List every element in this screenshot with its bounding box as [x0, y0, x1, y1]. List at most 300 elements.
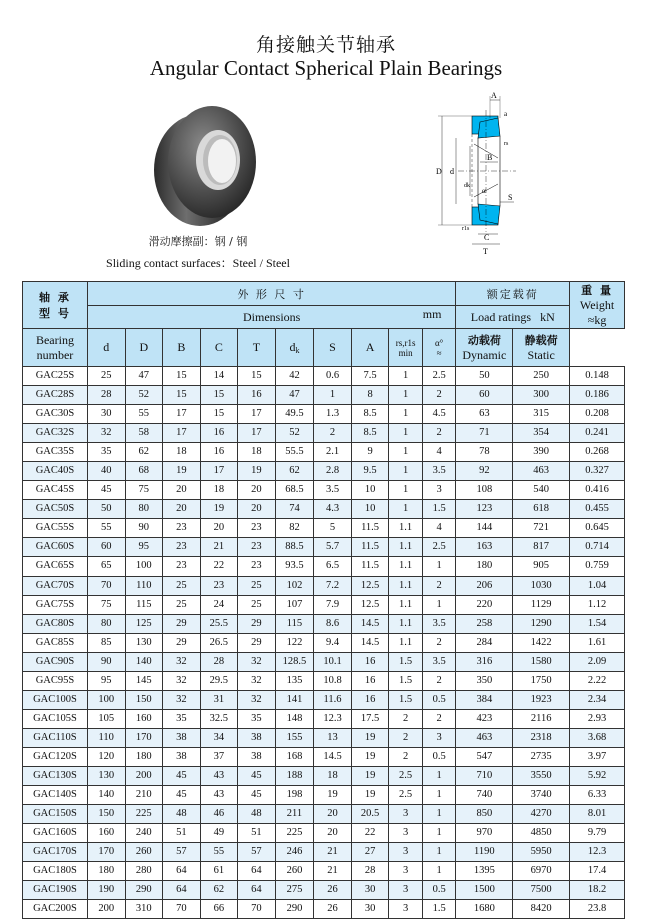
table-cell: 23	[200, 576, 238, 595]
table-cell: 29	[238, 614, 276, 633]
table-row	[23, 728, 625, 747]
table-cell: 70	[163, 900, 201, 919]
table-cell: 80	[87, 614, 125, 633]
table-cell: 16	[351, 690, 389, 709]
table-cell: 2.5	[389, 786, 422, 805]
bearing-number-cell: GAC130S	[23, 766, 88, 785]
table-cell: 1	[422, 557, 456, 576]
table-cell: 1.5	[389, 690, 422, 709]
col-dynamic: 动载荷 Dynamic	[456, 329, 513, 367]
table-cell: 463	[513, 462, 570, 481]
table-cell: 2.93	[570, 709, 625, 728]
table-row	[23, 557, 625, 576]
table-cell: 8.5	[351, 424, 389, 443]
table-cell: 38	[238, 747, 276, 766]
header-bearing-cn: 轴 承 型 号	[23, 282, 88, 329]
table-cell: 4270	[513, 805, 570, 824]
table-cell: 1.54	[570, 614, 625, 633]
bearing-spec-table	[22, 281, 625, 919]
bearing-number-cell: GAC140S	[23, 786, 88, 805]
table-cell: 140	[87, 786, 125, 805]
table-cell: 32	[163, 690, 201, 709]
table-cell: 23	[238, 519, 276, 538]
table-cell: 8	[351, 386, 389, 405]
table-cell: 22	[351, 824, 389, 843]
table-cell: 110	[87, 728, 125, 747]
table-cell: 45	[163, 786, 201, 805]
table-cell: 63	[456, 405, 513, 424]
table-cell: 4.5	[422, 405, 456, 424]
table-cell: 0.714	[570, 538, 625, 557]
table-cell: 32.5	[200, 709, 238, 728]
table-cell: 258	[456, 614, 513, 633]
table-cell: 1	[389, 462, 422, 481]
table-cell: 31	[200, 690, 238, 709]
table-cell: 1500	[456, 881, 513, 900]
table-cell: 155	[275, 728, 314, 747]
table-cell: 38	[238, 728, 276, 747]
col-d: d	[87, 329, 125, 367]
table-cell: 64	[163, 862, 201, 881]
table-cell: 190	[87, 881, 125, 900]
label-S: S	[508, 193, 513, 202]
table-cell: 2	[422, 633, 456, 652]
table-cell: 19	[351, 786, 389, 805]
table-cell: 110	[125, 576, 163, 595]
table-cell: 354	[513, 424, 570, 443]
table-cell: 15	[238, 367, 276, 386]
table-cell: 198	[275, 786, 314, 805]
table-cell: 1	[389, 367, 422, 386]
col-static: 静载荷 Static	[513, 329, 570, 367]
table-cell: 64	[163, 881, 201, 900]
label-C: C	[484, 233, 490, 242]
table-cell: 15	[163, 367, 201, 386]
table-cell: 2	[389, 709, 422, 728]
bearing-number-cell: GAC30S	[23, 405, 88, 424]
bearing-number-cell: GAC150S	[23, 805, 88, 824]
table-cell: 300	[513, 386, 570, 405]
label-a: a	[504, 110, 508, 118]
table-cell: 150	[125, 690, 163, 709]
table-row	[23, 881, 625, 900]
bearing-number-cell: GAC35S	[23, 443, 88, 462]
table-cell: 93.5	[275, 557, 314, 576]
table-cell: 0.268	[570, 443, 625, 462]
table-cell: 25	[238, 576, 276, 595]
table-cell: 105	[87, 709, 125, 728]
table-cell: 3	[389, 805, 422, 824]
table-cell: 70	[87, 576, 125, 595]
table-cell: 20	[314, 824, 352, 843]
table-cell: 52	[275, 424, 314, 443]
table-row	[23, 709, 625, 728]
col-alpha: α° ≈	[422, 329, 456, 367]
table-row	[23, 424, 625, 443]
table-cell: 6.33	[570, 786, 625, 805]
table-cell: 850	[456, 805, 513, 824]
table-cell: 19	[314, 786, 352, 805]
table-cell: 32	[163, 652, 201, 671]
table-cell: 0.241	[570, 424, 625, 443]
table-cell: 315	[513, 405, 570, 424]
table-cell: 225	[125, 805, 163, 824]
table-cell: 60	[87, 538, 125, 557]
table-cell: 1.5	[389, 652, 422, 671]
bearing-number-cell: GAC55S	[23, 519, 88, 538]
table-cell: 3	[389, 843, 422, 862]
table-cell: 0.5	[422, 747, 456, 766]
table-cell: 1	[422, 786, 456, 805]
table-cell: 64	[238, 881, 276, 900]
table-cell: 16	[200, 424, 238, 443]
table-cell: 9	[351, 443, 389, 462]
table-cell: 1.1	[389, 519, 422, 538]
table-cell: 2.5	[389, 766, 422, 785]
table-cell: 24	[200, 595, 238, 614]
table-cell: 12.5	[351, 576, 389, 595]
table-cell: 1	[422, 805, 456, 824]
bearing-number-cell: GAC85S	[23, 633, 88, 652]
table-cell: 1.61	[570, 633, 625, 652]
table-cell: 57	[238, 843, 276, 862]
table-row	[23, 500, 625, 519]
bearing-number-cell: GAC110S	[23, 728, 88, 747]
table-cell: 64	[238, 862, 276, 881]
table-cell: 3.5	[422, 614, 456, 633]
table-cell: 1580	[513, 652, 570, 671]
table-cell: 32	[163, 671, 201, 690]
bearing-number-cell: GAC105S	[23, 709, 88, 728]
table-cell: 290	[125, 881, 163, 900]
table-cell: 68.5	[275, 481, 314, 500]
bearing-number-cell: GAC75S	[23, 595, 88, 614]
bearing-number-cell: GAC32S	[23, 424, 88, 443]
header-load-cn: 额定载荷	[456, 282, 570, 306]
table-cell: 1.1	[389, 576, 422, 595]
table-cell: 15	[200, 405, 238, 424]
table-cell: 16	[238, 386, 276, 405]
table-cell: 0.327	[570, 462, 625, 481]
label-T: T	[483, 247, 488, 256]
table-cell: 26	[314, 881, 352, 900]
table-row	[23, 747, 625, 766]
table-cell: 710	[456, 766, 513, 785]
table-cell: 23	[163, 557, 201, 576]
table-cell: 2	[422, 576, 456, 595]
table-row	[23, 462, 625, 481]
table-cell: 10.1	[314, 652, 352, 671]
bearing-photo	[150, 98, 260, 228]
table-cell: 55.5	[275, 443, 314, 462]
table-cell: 28	[351, 862, 389, 881]
table-cell: 180	[87, 862, 125, 881]
table-cell: 540	[513, 481, 570, 500]
table-cell: 1.04	[570, 576, 625, 595]
table-row	[23, 633, 625, 652]
table-cell: 30	[87, 405, 125, 424]
bearing-number-cell: GAC45S	[23, 481, 88, 500]
table-cell: 20	[238, 481, 276, 500]
table-cell: 310	[125, 900, 163, 919]
table-cell: 150	[87, 805, 125, 824]
table-row	[23, 576, 625, 595]
table-cell: 71	[456, 424, 513, 443]
table-cell: 135	[275, 671, 314, 690]
table-cell: 3.5	[422, 462, 456, 481]
table-cell: 10	[351, 481, 389, 500]
table-cell: 45	[238, 766, 276, 785]
table-cell: 1030	[513, 576, 570, 595]
table-cell: 1.12	[570, 595, 625, 614]
table-cell: 0.645	[570, 519, 625, 538]
table-cell: 3	[422, 481, 456, 500]
table-cell: 35	[238, 709, 276, 728]
table-cell: 18	[200, 481, 238, 500]
table-cell: 10	[351, 500, 389, 519]
table-cell: 125	[125, 614, 163, 633]
table-cell: 3.5	[422, 652, 456, 671]
table-row	[23, 824, 625, 843]
table-cell: 2.5	[422, 538, 456, 557]
table-cell: 16	[351, 671, 389, 690]
table-cell: 19	[238, 462, 276, 481]
table-cell: 50	[87, 500, 125, 519]
table-cell: 3550	[513, 766, 570, 785]
table-cell: 7.5	[351, 367, 389, 386]
table-cell: 970	[456, 824, 513, 843]
table-cell: 19	[351, 766, 389, 785]
table-cell: 34	[200, 728, 238, 747]
table-cell: 1	[422, 595, 456, 614]
table-cell: 1.1	[389, 538, 422, 557]
table-cell: 1	[422, 824, 456, 843]
table-cell: 20	[163, 500, 201, 519]
table-cell: 2.22	[570, 671, 625, 690]
table-cell: 48	[163, 805, 201, 824]
table-cell: 17	[238, 424, 276, 443]
table-cell: 284	[456, 633, 513, 652]
table-cell: 0.455	[570, 500, 625, 519]
table-cell: 2.34	[570, 690, 625, 709]
table-row	[23, 367, 625, 386]
label-dk: dk	[464, 183, 470, 189]
table-cell: 75	[87, 595, 125, 614]
cross-section-drawing	[428, 92, 528, 270]
table-cell: 12.3	[314, 709, 352, 728]
table-cell: 9.4	[314, 633, 352, 652]
table-cell: 100	[87, 690, 125, 709]
bearing-number-cell: GAC200S	[23, 900, 88, 919]
table-cell: 102	[275, 576, 314, 595]
title-chinese: 角接触关节轴承	[255, 34, 396, 56]
table-cell: 22	[200, 557, 238, 576]
table-cell: 25.5	[200, 614, 238, 633]
table-cell: 43	[200, 766, 238, 785]
label-A: A	[491, 92, 497, 100]
table-cell: 29.5	[200, 671, 238, 690]
table-cell: 7.9	[314, 595, 352, 614]
table-cell: 1395	[456, 862, 513, 881]
table-cell: 27	[351, 843, 389, 862]
table-cell: 20	[238, 500, 276, 519]
table-cell: 100	[125, 557, 163, 576]
table-cell: 14.5	[351, 614, 389, 633]
table-cell: 350	[456, 671, 513, 690]
table-cell: 95	[87, 671, 125, 690]
table-cell: 2318	[513, 728, 570, 747]
table-cell: 25	[238, 595, 276, 614]
table-cell: 19	[163, 462, 201, 481]
bearing-number-cell: GAC160S	[23, 824, 88, 843]
table-cell: 2	[422, 386, 456, 405]
table-cell: 5	[314, 519, 352, 538]
table-cell: 90	[125, 519, 163, 538]
table-cell: 43	[200, 786, 238, 805]
table-cell: 141	[275, 690, 314, 709]
table-row	[23, 766, 625, 785]
header-dims-cn: 外 形 尺 寸	[87, 282, 455, 306]
table-cell: 3	[389, 824, 422, 843]
label-alpha: α	[482, 187, 486, 195]
table-cell: 2735	[513, 747, 570, 766]
table-cell: 200	[87, 900, 125, 919]
table-cell: 4	[422, 519, 456, 538]
table-cell: 2	[389, 747, 422, 766]
table-cell: 47	[275, 386, 314, 405]
table-cell: 70	[238, 900, 276, 919]
table-cell: 2	[422, 424, 456, 443]
table-cell: 35	[163, 709, 201, 728]
spec-table-body	[23, 367, 625, 919]
table-cell: 7500	[513, 881, 570, 900]
table-cell: 11.5	[351, 557, 389, 576]
table-cell: 2.09	[570, 652, 625, 671]
table-cell: 200	[125, 766, 163, 785]
table-cell: 1	[314, 386, 352, 405]
table-cell: 188	[275, 766, 314, 785]
table-cell: 42	[275, 367, 314, 386]
table-cell: 145	[125, 671, 163, 690]
table-cell: 180	[456, 557, 513, 576]
header-load-en: Load ratings kN	[456, 306, 570, 329]
bearing-number-cell: GAC28S	[23, 386, 88, 405]
table-cell: 78	[456, 443, 513, 462]
table-cell: 128.5	[275, 652, 314, 671]
table-cell: 61	[200, 862, 238, 881]
table-cell: 11.6	[314, 690, 352, 709]
table-cell: 115	[125, 595, 163, 614]
table-cell: 2	[314, 424, 352, 443]
table-cell: 1	[422, 843, 456, 862]
table-cell: 1750	[513, 671, 570, 690]
table-cell: 3	[389, 900, 422, 919]
table-cell: 390	[513, 443, 570, 462]
table-cell: 51	[238, 824, 276, 843]
table-cell: 10.8	[314, 671, 352, 690]
table-cell: 11.5	[351, 519, 389, 538]
table-cell: 2.8	[314, 462, 352, 481]
table-cell: 0.186	[570, 386, 625, 405]
table-cell: 49	[200, 824, 238, 843]
table-cell: 40	[87, 462, 125, 481]
table-cell: 2	[422, 671, 456, 690]
table-cell: 3.68	[570, 728, 625, 747]
table-cell: 1	[389, 481, 422, 500]
header-dims-en: Dimensions mm	[87, 306, 455, 329]
table-cell: 17	[163, 405, 201, 424]
col-dk: $d_k$	[275, 329, 314, 367]
table-cell: 2	[422, 709, 456, 728]
table-cell: 74	[275, 500, 314, 519]
table-cell: 18.2	[570, 881, 625, 900]
table-cell: 160	[87, 824, 125, 843]
col-S: S	[314, 329, 352, 367]
table-cell: 45	[87, 481, 125, 500]
table-cell: 50	[456, 367, 513, 386]
material-caption-chinese: 滑动摩擦副：钢 / 钢	[148, 235, 248, 248]
table-cell: 210	[125, 786, 163, 805]
table-cell: 1422	[513, 633, 570, 652]
table-cell: 260	[125, 843, 163, 862]
table-cell: 4	[422, 443, 456, 462]
table-row	[23, 538, 625, 557]
table-cell: 25	[87, 367, 125, 386]
table-cell: 20	[163, 481, 201, 500]
table-cell: 14.5	[314, 747, 352, 766]
table-cell: 211	[275, 805, 314, 824]
table-cell: 17	[200, 462, 238, 481]
table-cell: 1190	[456, 843, 513, 862]
table-cell: 17	[163, 424, 201, 443]
table-cell: 9.79	[570, 824, 625, 843]
table-cell: 618	[513, 500, 570, 519]
table-cell: 21	[314, 843, 352, 862]
table-cell: 280	[125, 862, 163, 881]
table-cell: 12.5	[351, 595, 389, 614]
table-cell: 20	[200, 519, 238, 538]
table-cell: 17.4	[570, 862, 625, 881]
table-cell: 45	[238, 786, 276, 805]
table-row	[23, 900, 625, 919]
table-cell: 1	[389, 443, 422, 462]
table-cell: 37	[200, 747, 238, 766]
bearing-number-cell: GAC60S	[23, 538, 88, 557]
table-cell: 20	[314, 805, 352, 824]
table-cell: 7.2	[314, 576, 352, 595]
table-cell: 19	[200, 500, 238, 519]
table-cell: 6.5	[314, 557, 352, 576]
table-cell: 1	[389, 386, 422, 405]
table-cell: 23.8	[570, 900, 625, 919]
bearing-number-cell: GAC170S	[23, 843, 88, 862]
bearing-number-cell: GAC180S	[23, 862, 88, 881]
table-cell: 48	[238, 805, 276, 824]
bearing-number-cell: GAC120S	[23, 747, 88, 766]
table-cell: 2	[389, 728, 422, 747]
table-cell: 3	[389, 881, 422, 900]
table-cell: 1680	[456, 900, 513, 919]
col-D: D	[125, 329, 163, 367]
table-cell: 246	[275, 843, 314, 862]
table-cell: 0.148	[570, 367, 625, 386]
table-row	[23, 843, 625, 862]
header-bearing-en: Bearing number	[23, 329, 88, 367]
table-cell: 130	[87, 766, 125, 785]
table-row	[23, 652, 625, 671]
table-cell: 4.3	[314, 500, 352, 519]
col-C: C	[200, 329, 238, 367]
